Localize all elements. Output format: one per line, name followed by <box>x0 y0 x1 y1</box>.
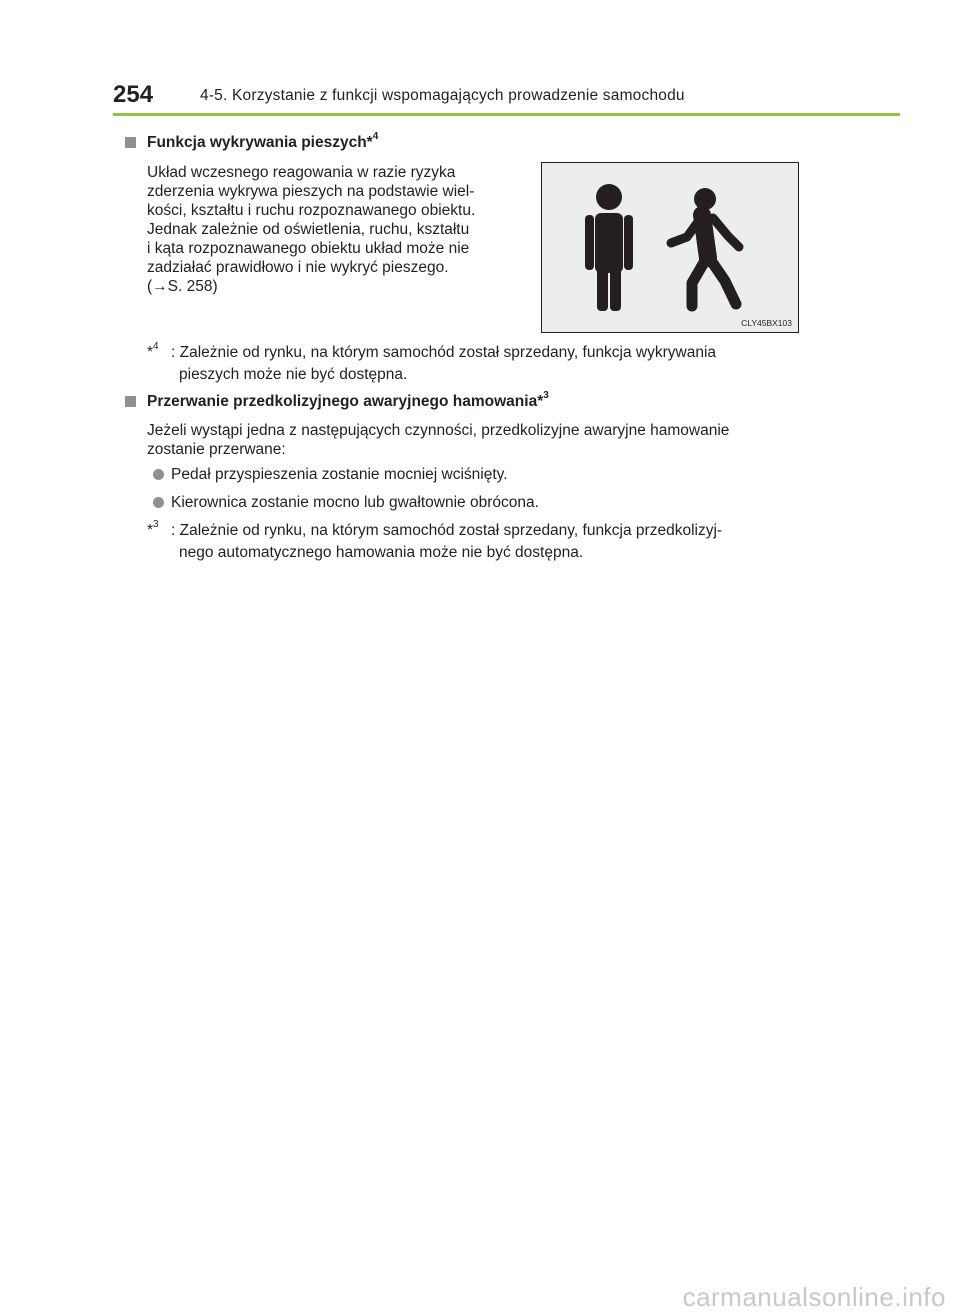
footnote-4: *$^4$ : Zależnie od rynku, na którym samochód został sprzedany, funkcja wykrywania pieszych może nie być dostępna. <box>147 340 717 383</box>
pedestrian-detection-paragraph: Układ wczesnego reagowania w razie ryzyka zderzenia wykrywa pieszych na podstawie wiel- kości, kształtu i ruchu rozpoznawanego obiektu. Jednak zależnie od oświetlenia, ruchu, kształtu i kąta rozpoznawanego obiektu układ może nie zadziałać prawidłowo i nie wykryć pieszego. (→S. 258) <box>147 163 519 296</box>
round-bullet-icon <box>153 469 164 480</box>
page-number: 254 <box>113 81 154 108</box>
bullet-item: Pedał przyspieszenia zostanie mocniej wciśnięty. <box>171 465 508 485</box>
bullet-item: Kierownica zostanie mocno lub gwałtownie obrócona. <box>171 493 539 513</box>
header-rule <box>113 113 900 116</box>
square-bullet-icon <box>125 396 136 407</box>
pedestrian-illustration <box>541 162 799 333</box>
page-header <box>113 80 900 116</box>
square-bullet-icon <box>125 137 136 148</box>
chapter-title: 4-5. Korzystanie z funkcji wspomagających prowadzenie samochodu <box>200 87 685 104</box>
pedestrian-figures-icon <box>542 163 798 332</box>
figure-code: CLY45BX103 <box>741 318 792 328</box>
round-bullet-icon <box>153 497 164 508</box>
footnote-3: *$^3$ : Zależnie od rynku, na którym samochód został sprzedany, funkcja przedkolizyj- nego automatycznego hamowania może nie być dostępna. <box>147 518 723 561</box>
section-title-pedestrian-detection: Funkcja wykrywania pieszych*$^4$ <box>147 133 378 153</box>
watermark: carmanualsonline.info <box>682 1282 946 1312</box>
page-reference-link[interactable]: (→S. 258) <box>147 278 218 295</box>
brake-interruption-paragraph: Jeżeli wystąpi jedna z następujących czynności, przedkolizyjne awaryjne hamowanie zostanie przerwane: <box>147 422 730 458</box>
section-title-brake-interruption: Przerwanie przedkolizyjnego awaryjnego hamowania*$^3$ <box>147 392 549 412</box>
